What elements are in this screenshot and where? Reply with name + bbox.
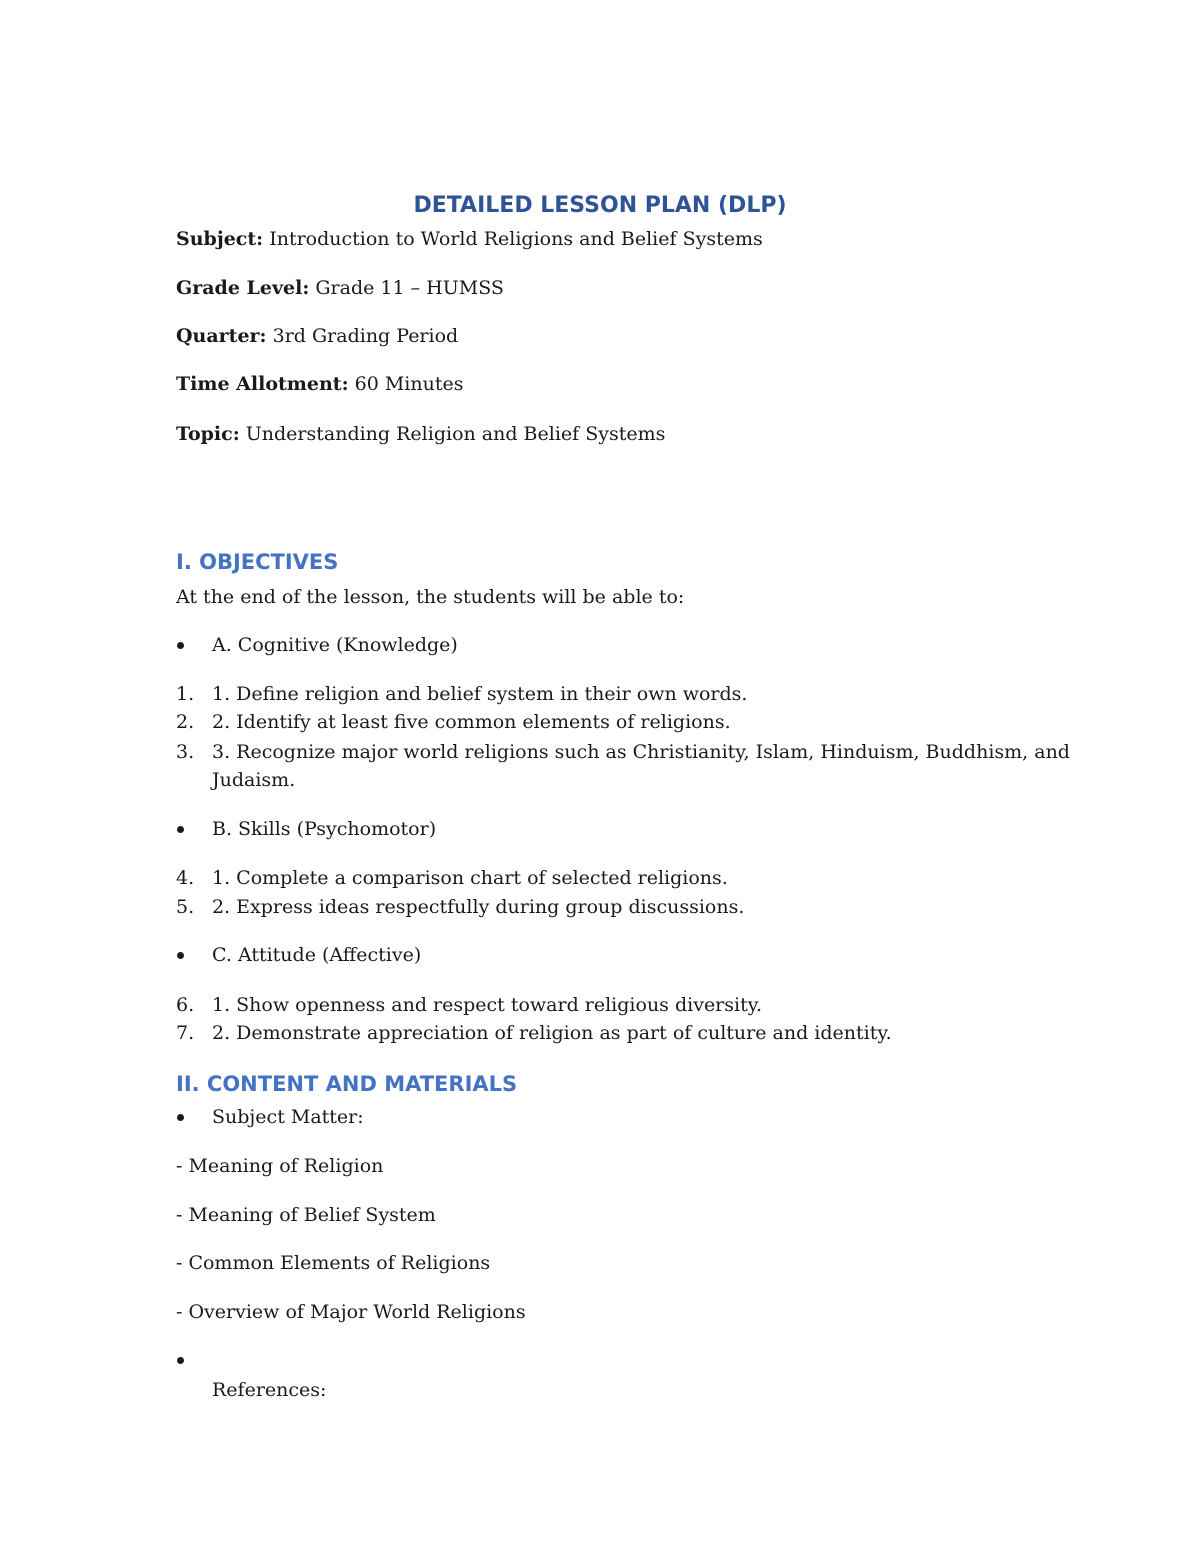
quarter-label: Quarter: bbox=[176, 325, 267, 347]
bullet-icon bbox=[177, 826, 184, 833]
grade-label: Grade Level: bbox=[176, 277, 310, 299]
topic-value: Understanding Religion and Belief Systems bbox=[239, 423, 666, 445]
objective-item: 1. Show openness and respect toward religious diversity. bbox=[212, 994, 762, 1016]
time-label: Time Allotment: bbox=[176, 373, 349, 395]
objective-item: 2. Demonstrate appreciation of religion as part of culture and identity. bbox=[212, 1022, 892, 1044]
objective-item: 3. Recognize major world religions such as Christianity, Islam, Hinduism, Buddhism, and bbox=[212, 741, 1070, 763]
list-number: 7. bbox=[176, 1022, 195, 1044]
list-number: 4. bbox=[176, 867, 195, 889]
objective-item: 2. Express ideas respectfully during group discussions. bbox=[212, 896, 745, 918]
bullet-icon bbox=[177, 1114, 184, 1121]
references-label: References: bbox=[212, 1379, 327, 1401]
topic-item: - Meaning of Belief System bbox=[176, 1204, 436, 1226]
time-value: 60 Minutes bbox=[348, 373, 464, 395]
objective-item-continuation: Judaism. bbox=[212, 769, 296, 791]
topic-item: - Meaning of Religion bbox=[176, 1155, 384, 1177]
list-number: 3. bbox=[176, 741, 195, 763]
subject-label: Subject: bbox=[176, 228, 264, 250]
objective-group-skills: B. Skills (Psychomotor) bbox=[212, 818, 437, 840]
time-line bbox=[176, 373, 463, 395]
objective-group-attitude: C. Attitude (Affective) bbox=[212, 944, 422, 966]
objective-item: 1. Complete a comparison chart of selected religions. bbox=[212, 867, 728, 889]
bullet-icon bbox=[177, 642, 184, 649]
list-number: 6. bbox=[176, 994, 195, 1016]
grade-line bbox=[176, 277, 504, 299]
topic-label: Topic: bbox=[176, 423, 240, 445]
topic-item: - Common Elements of Religions bbox=[176, 1252, 491, 1274]
quarter-line bbox=[176, 325, 458, 347]
topic-item: - Overview of Major World Religions bbox=[176, 1301, 526, 1323]
subject-line bbox=[176, 228, 763, 250]
objective-group-cognitive: A. Cognitive (Knowledge) bbox=[212, 634, 458, 656]
bullet-icon bbox=[177, 952, 184, 959]
list-number: 5. bbox=[176, 896, 195, 918]
objectives-intro: At the end of the lesson, the students will be able to: bbox=[176, 586, 685, 608]
list-number: 1. bbox=[176, 683, 195, 705]
topic-line bbox=[176, 423, 665, 445]
subject-matter-label: Subject Matter: bbox=[212, 1106, 364, 1128]
grade-value: Grade 11 – HUMSS bbox=[309, 277, 504, 299]
objectives-heading: I. OBJECTIVES bbox=[176, 550, 339, 574]
list-number: 2. bbox=[176, 711, 195, 733]
objective-item: 2. Identify at least five common elements of religions. bbox=[212, 711, 731, 733]
quarter-value: 3rd Grading Period bbox=[266, 325, 459, 347]
content-heading: II. CONTENT AND MATERIALS bbox=[176, 1072, 518, 1096]
subject-value: Introduction to World Religions and Belief Systems bbox=[263, 228, 763, 250]
objective-item: 1. Define religion and belief system in their own words. bbox=[212, 683, 748, 705]
bullet-icon bbox=[177, 1357, 184, 1364]
document-title: DETAILED LESSON PLAN (DLP) bbox=[413, 193, 787, 218]
